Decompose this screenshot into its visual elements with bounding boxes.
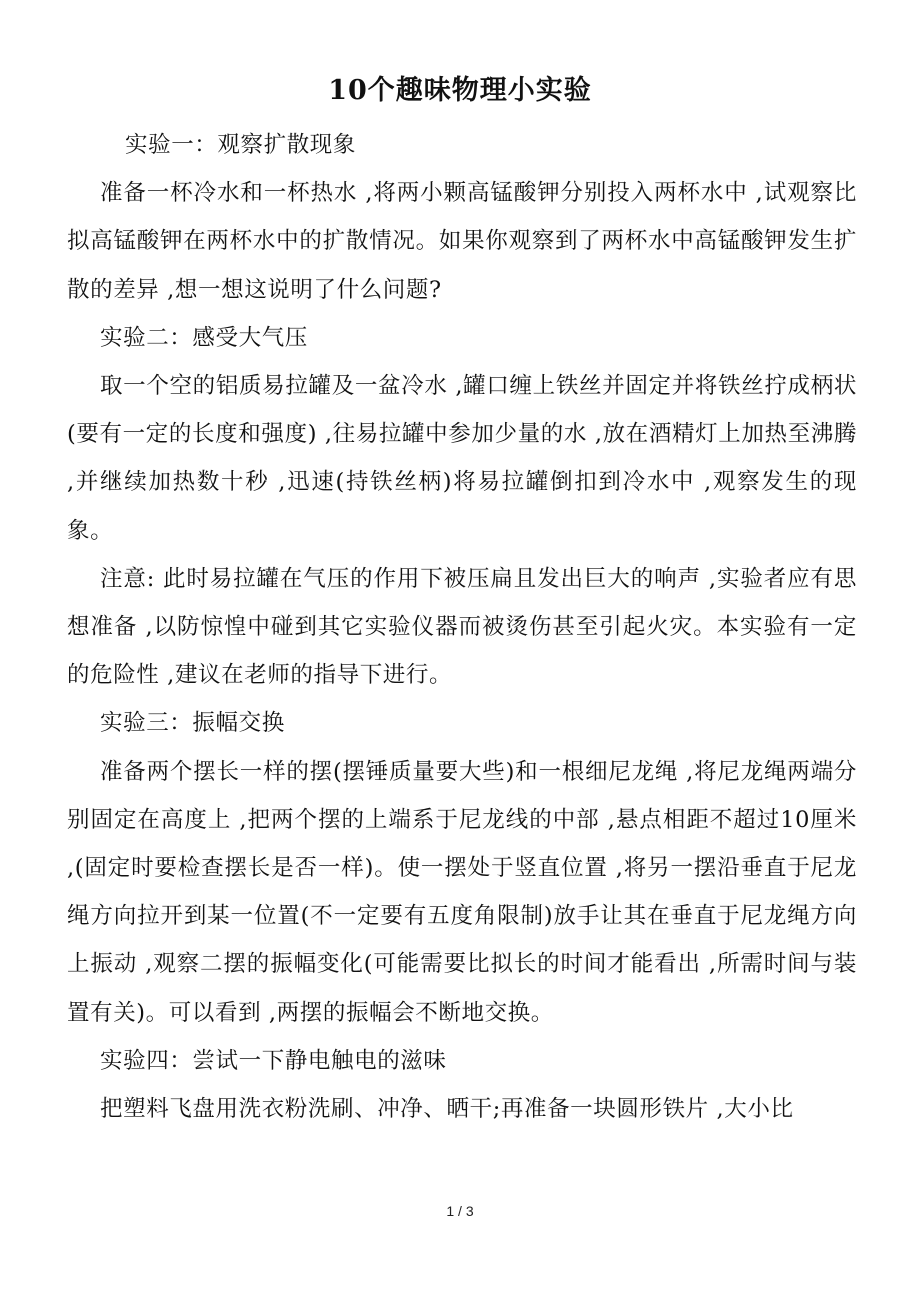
page-number: 1 / 3 — [446, 1203, 474, 1219]
body-paragraph: 准备一杯冷水和一杯热水 ,将两小颗高锰酸钾分别投入两杯水中 ,试观察比拟高锰酸钾在两杯水中的扩散情况。如果你观察到了两杯水中高锰酸钾发生扩散的差异 ,想一想这说明了什么问题? — [67, 180, 857, 303]
body-paragraph: 取一个空的铝质易拉罐及一盆冷水 ,罐口缠上铁丝并固定并将铁丝拧成柄状(要有一定的长度和强度) ,往易拉罐中参加少量的水 ,放在酒精灯上加热至沸腾 ,并继续加热数十秒 ,迅速(持铁丝柄)将易拉罐倒扣到冷水中 ,观察发生的现象。 — [67, 373, 857, 544]
section-heading-4: 实验四：尝试一下静电触电的滋味 — [100, 1047, 447, 1074]
document-body — [67, 121, 857, 1133]
body-paragraph: 把塑料飞盘用洗衣粉洗刷、冲净、晒干;再准备一块圆形铁片 ,大小比 — [100, 1096, 794, 1123]
body-paragraph: 注意: 此时易拉罐在气压的作用下被压扁且发出巨大的响声 ,实验者应有思想准备 ,以防惊惶中碰到其它实验仪器而被烫伤甚至引起火灾。本实验有一定的危险性 ,建议在老师的指导下进行。 — [67, 565, 857, 689]
document-title: 10个趣味物理小实验 — [328, 75, 592, 106]
body-paragraph: 准备两个摆长一样的摆(摆锤质量要大些)和一根细尼龙绳 ,将尼龙绳两端分别固定在高度上 ,把两个摆的上端系于尼龙线的中部 ,悬点相距不超过10厘米 ,(固定时要检查摆长是否一样)。使一摆处于竖直位置 ,将另一摆沿垂直于尼龙绳方向拉开到某一位置(不一定要有五度角限制)放手让其在垂直于尼龙绳方向上振动 ,观察二摆的振幅变化(可能需要比拟长的时间才能看出 ,所需时间与装置有关)。可以看到 ,两摆的振幅会不断地交换。 — [67, 758, 857, 1026]
section-heading-1: 实验一：观察扩散现象 — [125, 132, 357, 158]
section-heading-3: 实验三：振幅交换 — [100, 710, 285, 737]
section-heading-2: 实验二：感受大气压 — [100, 324, 308, 351]
